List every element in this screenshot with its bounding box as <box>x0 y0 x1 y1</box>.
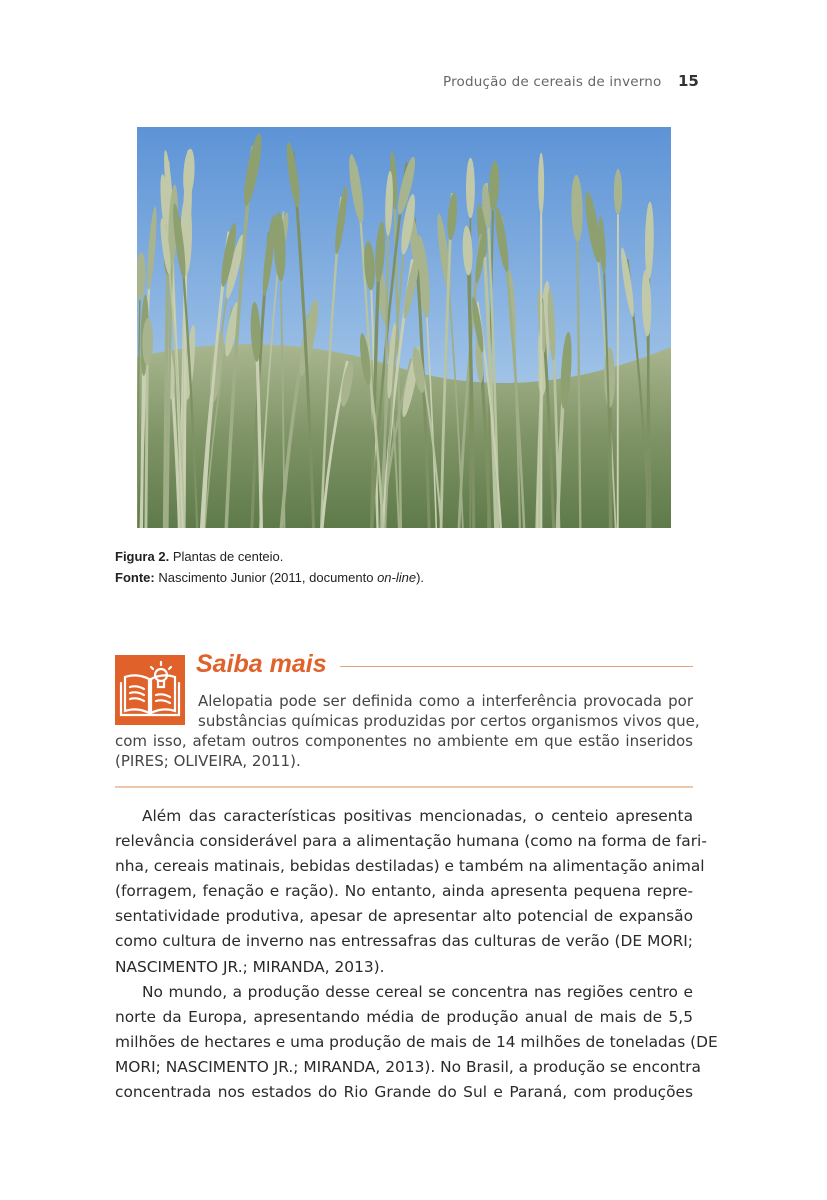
callout-bottom-rule <box>115 786 693 788</box>
body-line: concentrada nos estados do Rio Grande do Sul e Paraná, com produções <box>115 1083 693 1101</box>
body-line: norte da Europa, apresentando média de produção anual de mais de 5,5 <box>115 1008 693 1026</box>
callout-title-rule <box>340 666 693 667</box>
figure-caption <box>115 549 283 564</box>
callout-line: com isso, afetam outros componentes no ambiente em que estão inseridos <box>115 732 693 750</box>
caption-label: Figura 2. <box>115 549 170 564</box>
source-end: ). <box>416 570 425 585</box>
callout-title: Saiba mais <box>196 650 327 678</box>
rye-plants-photo <box>137 127 671 528</box>
body-line: (forragem, fenação e ração). No entanto, ainda apresenta pequena repre- <box>115 882 693 900</box>
source-italic: on-line <box>377 570 417 585</box>
body-line: Além das características positivas mencionadas, o centeio apresenta <box>142 807 693 825</box>
body-line: NASCIMENTO JR.; MIRANDA, 2013). <box>115 958 385 976</box>
callout-line: substâncias químicas produzidas por certos organismos vivos que, <box>198 712 700 730</box>
body-line: sentatividade produtiva, apesar de apresentar alto potencial de expansão <box>115 907 693 925</box>
running-header: Produção de cereais de inverno <box>443 74 662 90</box>
book-lightbulb-icon <box>115 655 185 725</box>
body-line: relevância considerável para a alimentação humana (como na forma de fari- <box>115 832 707 850</box>
caption-text: Plantas de centeio. <box>172 549 284 564</box>
body-line: como cultura de inverno nas entressafras das culturas de verão (DE MORI; <box>115 932 693 950</box>
page-number: 15 <box>678 72 699 90</box>
source-label: Fonte: <box>115 570 155 585</box>
figure-source <box>115 570 424 585</box>
body-line: No mundo, a produção desse cereal se concentra nas regiões centro e <box>142 983 693 1001</box>
body-line: MORI; NASCIMENTO JR.; MIRANDA, 2013). No Brasil, a produção se encontra <box>115 1058 701 1076</box>
source-text: Nascimento Junior (2011, documento <box>158 570 378 585</box>
body-line: nha, cereais matinais, bebidas destiladas) e também na alimentação animal <box>115 857 705 875</box>
callout-line: (PIRES; OLIVEIRA, 2011). <box>115 752 301 770</box>
body-line: milhões de hectares e uma produção de mais de 14 milhões de toneladas (DE <box>115 1033 718 1051</box>
callout-line: Alelopatia pode ser definida como a interferência provocada por <box>198 692 693 710</box>
